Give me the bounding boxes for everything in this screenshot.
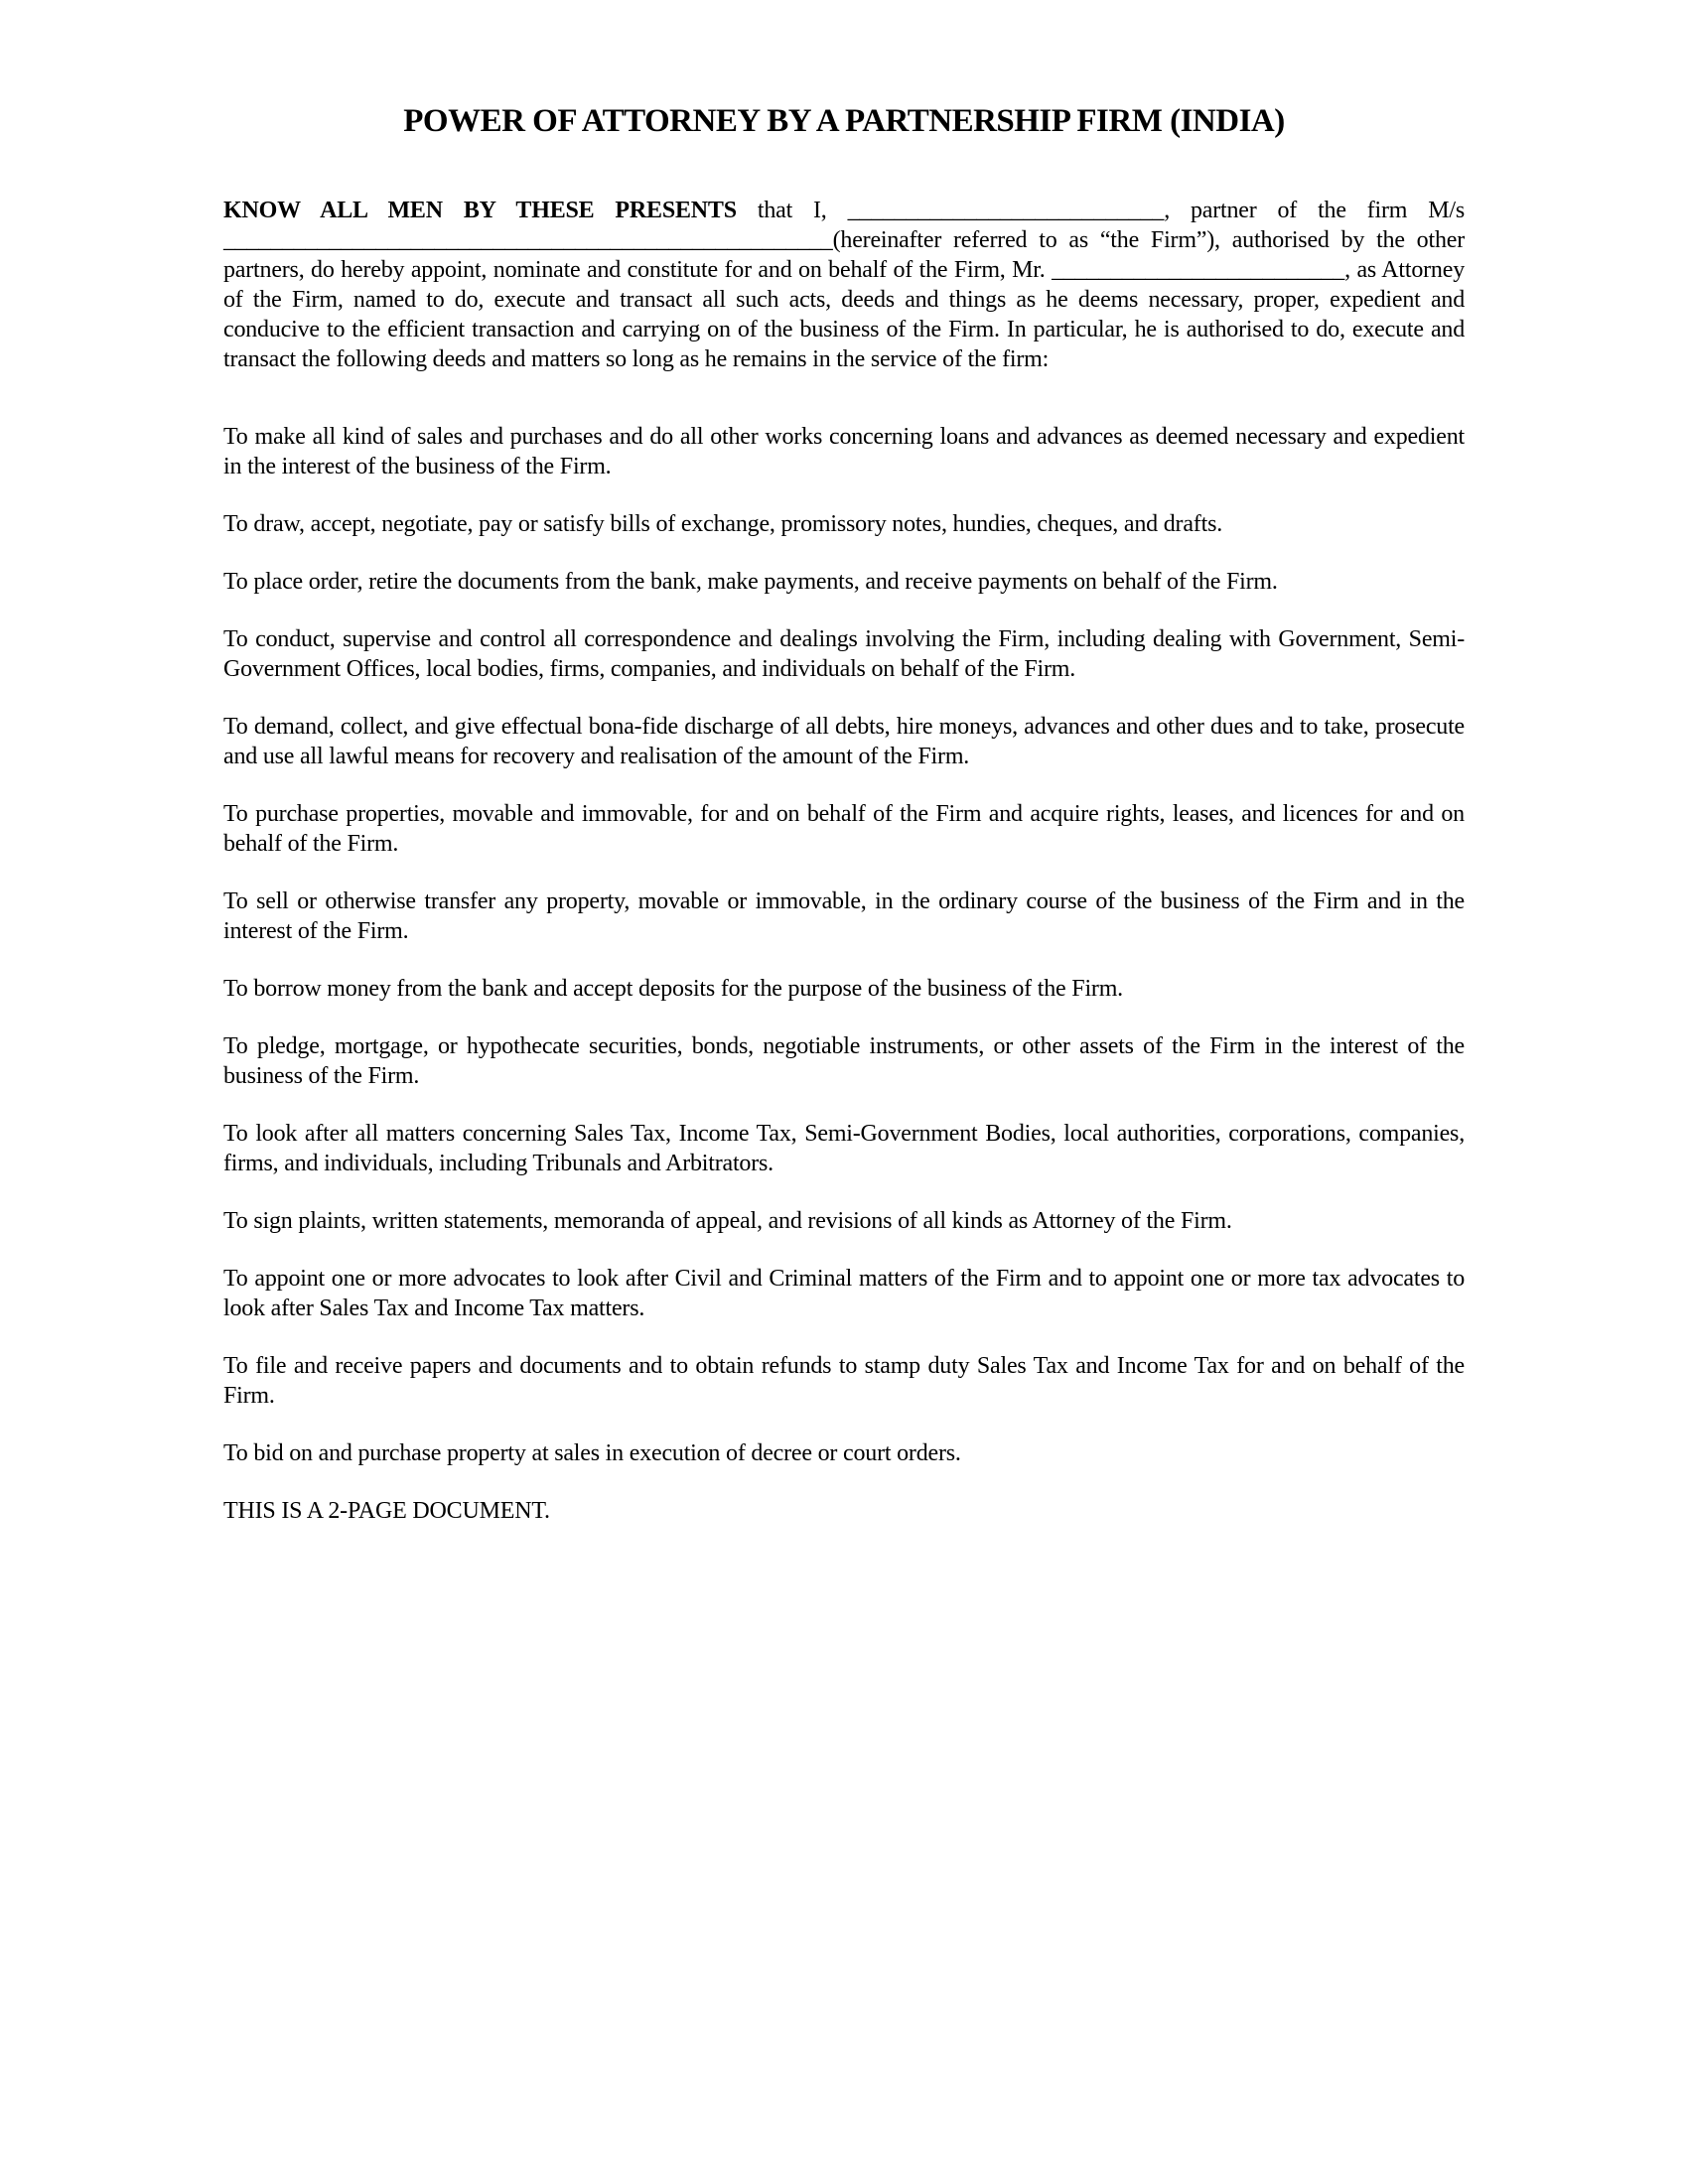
page-count-note: THIS IS A 2-PAGE DOCUMENT. [223, 1498, 550, 1524]
attorney-name-blank: _________________________ [1052, 257, 1345, 283]
firm-name-blank: ____________________________________________________ [223, 227, 833, 253]
clause-paragraph: To look after all matters concerning Sales Tax, Income Tax, Semi-Government Bodies, local authorities, corporations, companies, firms, and individuals, including Tribunals and Arbitrators. [223, 1121, 1465, 1176]
intro-text-after-attorney: , as Attorney of the Firm, named to do, execute and transact all such acts, deeds and things as he deems necessary, proper, expedient and conducive to the efficient transaction and carrying on of the business of the Firm. In particular, he is authorised to do, execute and transact the following deeds and matters so long as he remains in the service of the firm: [223, 257, 1465, 372]
partner-name-blank: ___________________________ [847, 198, 1165, 223]
intro-text-after-firm: (hereinafter referred to as “the Firm”), authorised by the other partners, do hereby appoint, nominate and constitute for and on behalf of the Firm, Mr. [223, 227, 1465, 283]
clause-paragraph: To purchase properties, movable and immovable, for and on behalf of the Firm and acquire rights, leases, and licences for and on behalf of the Firm. [223, 801, 1465, 857]
clause-paragraph: To pledge, mortgage, or hypothecate securities, bonds, negotiable instruments, or other assets of the Firm in the interest of the business of the Firm. [223, 1033, 1465, 1089]
clause-paragraph: To bid on and purchase property at sales in execution of decree or court orders. [223, 1440, 961, 1466]
intro-text-after-partner: , partner of the firm M/s [1164, 198, 1465, 223]
clause-paragraph: To draw, accept, negotiate, pay or satisfy bills of exchange, promissory notes, hundies, cheques, and drafts. [223, 511, 1223, 537]
clause-paragraph: To conduct, supervise and control all correspondence and dealings involving the Firm, including dealing with Government, Semi-Government Offices, local bodies, firms, companies, and individuals on behalf of the Firm. [223, 626, 1465, 682]
clause-paragraph: To file and receive papers and documents and to obtain refunds to stamp duty Sales Tax and Income Tax for and on behalf of the Firm. [223, 1353, 1465, 1409]
clause-paragraph: To make all kind of sales and purchases and do all other works concerning loans and advances as deemed necessary and expedient in the interest of the business of the Firm. [223, 424, 1465, 479]
clause-paragraph: To borrow money from the bank and accept deposits for the purpose of the business of the Firm. [223, 976, 1123, 1002]
intro-text-after-lead: that I, [736, 198, 848, 223]
clause-paragraph: To demand, collect, and give effectual bona-fide discharge of all debts, hire moneys, advances and other dues and to take, prosecute and use all lawful means for recovery and realisation of the amount of the Firm. [223, 714, 1465, 769]
clause-paragraph: To sell or otherwise transfer any property, movable or immovable, in the ordinary course of the business of the Firm and in the interest of the Firm. [223, 888, 1465, 944]
document-title: POWER OF ATTORNEY BY A PARTNERSHIP FIRM (INDIA) [403, 103, 1285, 139]
clause-paragraph: To sign plaints, written statements, memoranda of appeal, and revisions of all kinds as Attorney of the Firm. [223, 1208, 1232, 1234]
intro-lead-bold: KNOW ALL MEN BY THESE PRESENTS [223, 198, 737, 223]
clause-paragraph: To appoint one or more advocates to look after Civil and Criminal matters of the Firm and to appoint one or more tax advocates to look after Sales Tax and Income Tax matters. [223, 1266, 1465, 1321]
clause-paragraph: To place order, retire the documents from the bank, make payments, and receive payments on behalf of the Firm. [223, 569, 1278, 595]
intro-paragraph [223, 196, 1465, 374]
